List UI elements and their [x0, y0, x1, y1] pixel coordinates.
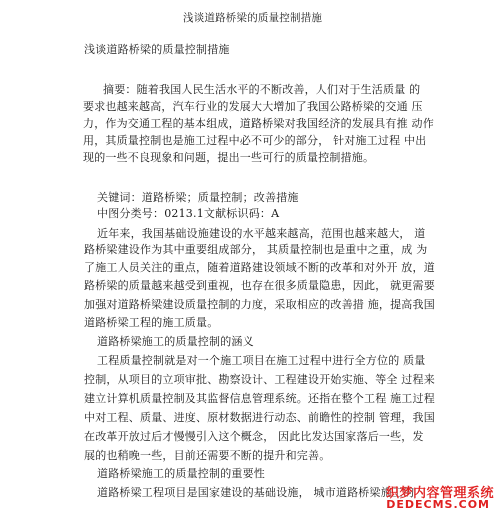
intro-line: 了施工人员关注的重点，随着道路建设领域不断的改革和对外开 放，道 — [84, 261, 435, 274]
section-heading: 道路桥梁施工的质量控制的涵义 — [97, 335, 254, 348]
document-title: 浅谈道路桥梁的质量控制措施 — [84, 43, 230, 56]
abstract-line: 用，其质量控制也是施工过程中必不可少的部分， 针对施工过程 中出 — [83, 134, 427, 147]
keywords: 关键词：道路桥梁；质量控制；改善措施 — [97, 191, 299, 204]
section-line: 控制，从项目的立项审批、勘察设计、工程建设开始实施、等全 过程来 — [84, 373, 435, 386]
watermark-text: 织梦内容管理系统 — [385, 486, 494, 501]
intro-line: 加强对道路桥梁建设质量控制的力度，采取相应的改善措 施，提高我国 — [84, 298, 435, 311]
watermark-domain: DEDECMS.COM — [386, 498, 490, 511]
intro-line: 道路桥梁工程的施工质量。 — [84, 316, 219, 329]
site-watermark — [376, 482, 496, 512]
intro-line: 近年来，我国基础设施建设的水平越来越高，范围也越来越大， 道 — [97, 227, 426, 240]
section-line: 中对工程、质量、进度、原材数据进行动态、前瞻性的控制 管理，我国 — [84, 411, 435, 424]
section-line: 道路桥梁工程项目是国家建设的基础设施， 城市道路桥梁施工的 — [97, 486, 415, 499]
intro-line: 路桥梁的质量越来越受到重视，也存在很多质量隐患，因此， 就更需要 — [84, 279, 435, 292]
abstract-line: 现的一些不良现象和问题，提出一些可行的质量控制措施。 — [83, 151, 375, 164]
section-line: 展的也稍晚一些，目前还需要不断的提升和完善。 — [84, 449, 331, 462]
abstract-line: 摘要：随着我国人民生活水平的不断改善，人们对于生活质量 的 — [103, 83, 421, 96]
classification: 中图分类号：0213.1文献标识码：A — [97, 207, 280, 220]
intro-line: 路桥梁建设作为其中重要组成部分， 其质量控制也是重中之重，成 为 — [84, 243, 428, 256]
abstract-line: 力，作为交通工程的基本组成，道路桥梁对我国经济的发展具有推 动作 — [83, 117, 434, 130]
section-line: 建立计算机质量控制及其监督信息管理系统。还指在整个工程 施工过程 — [84, 392, 435, 405]
section-line: 工程质量控制就是对一个施工项目在施工过程中进行全方位的 质量 — [97, 354, 426, 367]
page-header: 浅谈道路桥梁的质量控制措施 — [183, 12, 323, 24]
abstract-line: 要求也越来越高，汽车行业的发展大大增加了我国公路桥梁的交通 压 — [83, 100, 423, 113]
section-line: 在改革开放过后才慢慢引入这个概念， 因此比发达国家落后一些，发 — [84, 430, 424, 443]
section-heading: 道路桥梁施工的质量控制的重要性 — [97, 467, 265, 480]
